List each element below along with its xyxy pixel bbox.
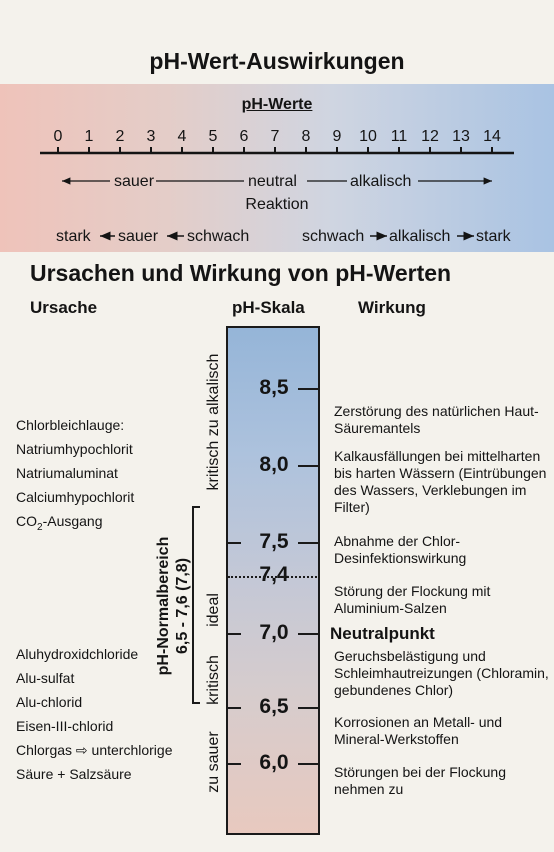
scale-number: 11 [390, 128, 408, 145]
co2-prefix: CO [16, 513, 37, 529]
ph-value-7-0: 7,0 [259, 621, 289, 644]
left-tick-7-0 [227, 633, 241, 635]
ph-value-6-0: 6,0 [259, 751, 289, 774]
left-tick-7-5 [227, 542, 241, 544]
tick-7-0 [298, 633, 320, 635]
label-reaktion: Reaktion [245, 196, 309, 213]
chlorgas-right: unterchlorige [91, 742, 173, 758]
causes-alkaline [16, 413, 134, 540]
effect-7-4: Störung der Flockung mit Aluminium-Salzen [334, 583, 491, 616]
normalbereich-label: pH-Normalbereich [155, 536, 172, 676]
header-ursache: Ursache [30, 298, 98, 317]
tick-6-5 [298, 707, 320, 709]
scale-number: 9 [332, 128, 342, 145]
arrow-right-icon: ⇨ [75, 742, 88, 758]
scale-number: 4 [177, 128, 187, 145]
header-wirkung: Wirkung [358, 298, 426, 317]
cause-item: Natriumaluminat [16, 465, 118, 481]
scale-number: 2 [115, 128, 125, 145]
ph-value-7-4: 7,4 [259, 563, 289, 586]
ph-value-7-5: 7,5 [259, 530, 289, 553]
effect-8-0: Kalkausfällungen bei mittelharten bis harten Wässern (Eintrübungen des Wassers, Verklebungen im Filter) [334, 448, 547, 515]
effect-7-0: Geruchsbelästigung und Schleimhautreizungen (Chloramin, gebundenes Chlor) [334, 648, 549, 698]
label-neutral: neutral [248, 173, 297, 190]
cause-item: Natriumhypochlorit [16, 441, 133, 457]
dotted-line-7-4 [228, 576, 320, 578]
scale-number: 5 [208, 128, 218, 145]
left-tick-6-5 [227, 707, 241, 709]
ph-value-8-0: 8,0 [259, 453, 289, 476]
gradient-schwach-left: schwach [187, 228, 250, 245]
tick-6-0 [298, 763, 320, 765]
ph-value-6-5: 6,5 [259, 695, 289, 718]
left-tick-6-0 [227, 763, 241, 765]
tick-7-5 [298, 542, 320, 544]
page-title: pH-Wert-Auswirkungen [149, 48, 405, 74]
cause-chlorgas [16, 738, 172, 762]
scale-number: 7 [270, 128, 280, 145]
effect-7-5: Abnahme der Chlor-Desinfektionswirkung [334, 533, 467, 566]
cause-item: Alu-chlorid [16, 694, 83, 710]
effect-6-0: Störungen bei der Flockung nehmen zu [334, 764, 506, 797]
cause-item: Alu-sulfat [16, 670, 75, 686]
gradient-sauer: sauer [118, 228, 159, 245]
gradient-alkalisch: alkalisch [389, 228, 451, 245]
cause-item: Eisen-III-chlorid [16, 718, 114, 734]
cause-item: Calciumhypochlorit [16, 489, 135, 505]
gradient-stark-right: stark [476, 228, 511, 245]
tick-8-0 [298, 465, 320, 467]
causes-acid [16, 642, 172, 786]
scale-number: 0 [53, 128, 63, 145]
scale-number: 10 [359, 128, 377, 145]
scale-number: 8 [301, 128, 311, 145]
zone-kritisch-alkalisch: kritisch zu alkalisch [205, 353, 222, 491]
zone-zu-sauer: zu sauer [205, 731, 222, 793]
cause-co2 [16, 509, 134, 540]
normalbereich-range: 6,5 - 7,6 (7,8) [174, 557, 191, 655]
scale-number: 12 [421, 128, 439, 145]
ph-value-8-5: 8,5 [259, 376, 289, 399]
effect-8-5: Zerstörung des natürlichen Haut-Säuremantels [334, 403, 539, 436]
scale-graphics [0, 0, 554, 252]
neutralpunkt: Neutralpunkt [330, 624, 435, 643]
scale-heading: pH-Werte [241, 96, 313, 113]
co2-suffix: -Ausgang [42, 513, 103, 529]
label-sauer: sauer [114, 173, 155, 190]
scale-number: 3 [146, 128, 156, 145]
gradient-schwach-right: schwach [302, 228, 365, 245]
effect-6-5: Korrosionen an Metall- und Mineral-Werkstoffen [334, 714, 503, 747]
zone-ideal: ideal [205, 593, 222, 627]
scale-number: 14 [483, 128, 501, 145]
co2-sub: 2 [37, 521, 43, 533]
normalbereich-bracket [192, 506, 200, 704]
zone-kritisch: kritisch [205, 655, 222, 705]
section-title: Ursachen und Wirkung von pH-Werten [30, 260, 452, 286]
label-alkalisch: alkalisch [350, 173, 412, 190]
cause-item: Säure + Salzsäure [16, 766, 132, 782]
tick-8-5 [298, 388, 320, 390]
header-ph-skala: pH-Skala [232, 298, 305, 317]
scale-number: 13 [452, 128, 470, 145]
chlorgas-left: Chlorgas [16, 742, 73, 758]
cause-item: Aluhydroxidchloride [16, 646, 139, 662]
cause-item: Chlorbleichlauge: [16, 417, 125, 433]
gradient-stark-left: stark [56, 228, 91, 245]
scale-number: 6 [239, 128, 249, 145]
scale-number: 1 [84, 128, 94, 145]
